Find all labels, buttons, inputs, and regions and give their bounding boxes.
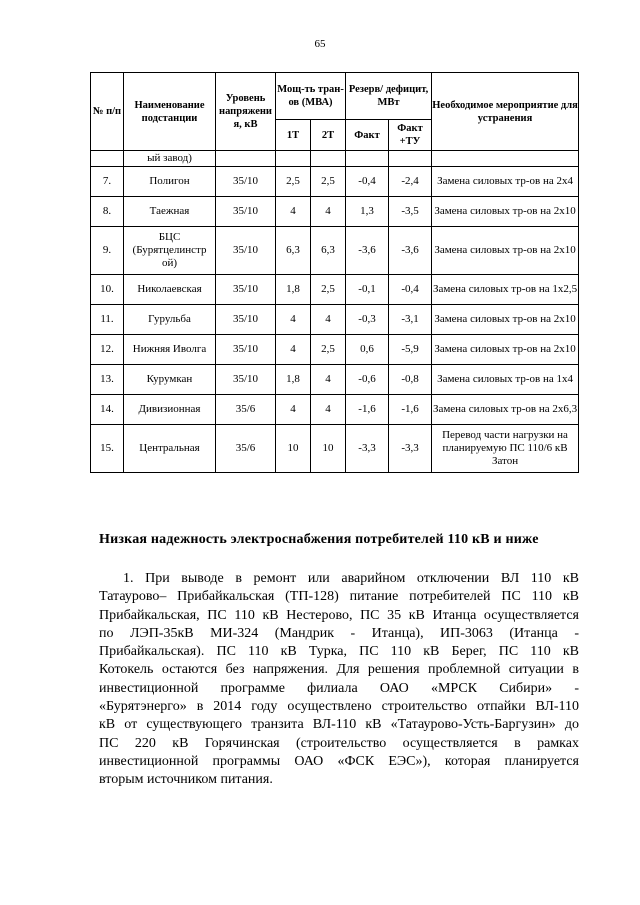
row-fact: -0,1 [346,275,389,305]
row-name: Нижняя Иволга [124,335,216,365]
row-name: Николаевская [124,275,216,305]
row-power-2t: 4 [311,395,346,425]
header-num: № п/п [91,73,124,151]
paragraph-line: Татаурово– Прибайкальская (ТП-128) питание потребителей ПС 110 кВ [99,589,579,605]
paragraph-line: Прибайкальская, ПС 110 кВ Нестерово, ПС 35 кВ Итанца осуществляется [99,607,579,623]
table-row [91,275,579,305]
row-voltage: 35/6 [216,395,276,425]
row-power-1t: 4 [276,395,311,425]
row-voltage: 35/10 [216,305,276,335]
row-power-1t: 2,5 [276,167,311,197]
row-power-2t: 4 [311,197,346,227]
row-power-1t: 1,8 [276,275,311,305]
paragraph-line: 1. При выводе в ремонт или аварийном отключении ВЛ 110 кВ [123,571,579,586]
row-measure: Замена силовых тр-ов на 1х2,5 [432,275,579,305]
header-reserve-fact-tu: Факт +ТУ [389,120,432,151]
row-name: Центральная [124,425,216,473]
row-power-2t: 6,3 [311,227,346,275]
row-name: Дивизионная [124,395,216,425]
row-name: БЦС (Бурятцелинстр ой) [124,227,216,275]
section-heading: Низкая надежность электроснабжения потребителей 110 кВ и ниже [99,532,539,547]
row-power-1t: 6,3 [276,227,311,275]
paragraph-line: «Бурятэнерго» в 2014 году осуществлено строительство отпайки ВЛ-110 [99,699,579,715]
row-fact-tu: -1,6 [389,395,432,425]
row-measure: Замена силовых тр-ов на 1х4 [432,365,579,395]
row-fact: 0,6 [346,335,389,365]
continuation-cell: ый завод) [124,151,216,167]
paragraph-line: Прибайкальская). ПС 110 кВ Турка, ПС 110 кВ Берег, ПС 110 кВ [99,644,579,660]
row-measure: Перевод части нагрузки на планируемую ПС 110/6 кВ Затон [432,425,579,473]
row-power-2t: 2,5 [311,167,346,197]
row-num: 14. [91,395,124,425]
row-voltage: 35/10 [216,227,276,275]
row-power-2t: 4 [311,305,346,335]
paragraph-line: Котокель остаются без напряжения. Для решения проблемной ситуации в [99,662,579,678]
paragraph-line: по ЛЭП-35кВ МИ-324 (Мандрик - Итанца), ИП-3063 (Итанца - [99,625,579,641]
paragraph-line: кВ от существующего транзита ВЛ-110 кВ «Татаурово-Усть-Баргузин» до [99,717,579,733]
row-num: 8. [91,197,124,227]
row-power-1t: 1,8 [276,365,311,395]
row-fact: -0,4 [346,167,389,197]
row-num: 7. [91,167,124,197]
row-fact-tu: -0,8 [389,365,432,395]
header-measures: Необходимое мероприятие для устранения [432,73,579,151]
header-power-2t: 2Т [311,120,346,151]
row-voltage: 35/10 [216,365,276,395]
table-row [91,167,579,197]
header-reserve: Резерв/ дефицит, МВт [346,73,432,120]
row-measure: Замена силовых тр-ов на 2х10 [432,305,579,335]
row-num: 13. [91,365,124,395]
row-fact: -3,3 [346,425,389,473]
row-fact: 1,3 [346,197,389,227]
row-fact: -1,6 [346,395,389,425]
row-name: Курумкан [124,365,216,395]
row-power-1t: 10 [276,425,311,473]
row-power-2t: 10 [311,425,346,473]
paragraph-line: инвестиционной программы ОАО «ФСК ЕЭС»), которая планируется [99,753,579,769]
row-fact-tu: -5,9 [389,335,432,365]
row-voltage: 35/10 [216,197,276,227]
header-voltage: Уровень напряжени я, кВ [216,73,276,151]
row-power-2t: 2,5 [311,335,346,365]
substations-table [90,72,579,473]
header-name: Наименование подстанции [124,73,216,151]
row-fact-tu: -3,3 [389,425,432,473]
row-num: 11. [91,305,124,335]
table-row [91,305,579,335]
row-name: Таежная [124,197,216,227]
row-fact-tu: -0,4 [389,275,432,305]
row-fact-tu: -3,6 [389,227,432,275]
body-paragraph [99,570,579,790]
row-voltage: 35/10 [216,275,276,305]
row-power-1t: 4 [276,335,311,365]
row-measure: Замена силовых тр-ов на 2х10 [432,335,579,365]
row-fact-tu: -3,1 [389,305,432,335]
table-row [91,425,579,473]
header-power-1t: 1Т [276,120,311,151]
row-num: 10. [91,275,124,305]
row-power-1t: 4 [276,305,311,335]
table-row [91,197,579,227]
row-voltage: 35/6 [216,425,276,473]
row-measure: Замена силовых тр-ов на 2х10 [432,227,579,275]
row-measure: Замена силовых тр-ов на 2х4 [432,167,579,197]
row-measure: Замена силовых тр-ов на 2х6,3 [432,395,579,425]
paragraph-line: инвестиционной программе филиала ОАО «МРСК Сибири» - [99,680,579,696]
row-measure: Замена силовых тр-ов на 2х10 [432,197,579,227]
row-power-1t: 4 [276,197,311,227]
table-row [91,227,579,275]
row-voltage: 35/10 [216,335,276,365]
row-num: 15. [91,425,124,473]
table-row [91,395,579,425]
table-row [91,335,579,365]
row-fact-tu: -2,4 [389,167,432,197]
page-number: 65 [314,38,326,50]
row-name: Гурульба [124,305,216,335]
table-row [91,151,579,167]
header-reserve-fact: Факт [346,120,389,151]
row-num: 9. [91,227,124,275]
row-fact-tu: -3,5 [389,197,432,227]
row-num: 12. [91,335,124,365]
row-power-2t: 4 [311,365,346,395]
row-power-2t: 2,5 [311,275,346,305]
header-power: Мощ-ть тран-ов (МВА) [276,73,346,120]
paragraph-line: ПС 220 кВ Горячинская (строительство осуществляется в рамках [99,735,579,751]
row-voltage: 35/10 [216,167,276,197]
row-fact: -3,6 [346,227,389,275]
row-name: Полигон [124,167,216,197]
row-fact: -0,3 [346,305,389,335]
row-fact: -0,6 [346,365,389,395]
table-row [91,365,579,395]
paragraph-line: вторым источником питания. [99,772,273,788]
